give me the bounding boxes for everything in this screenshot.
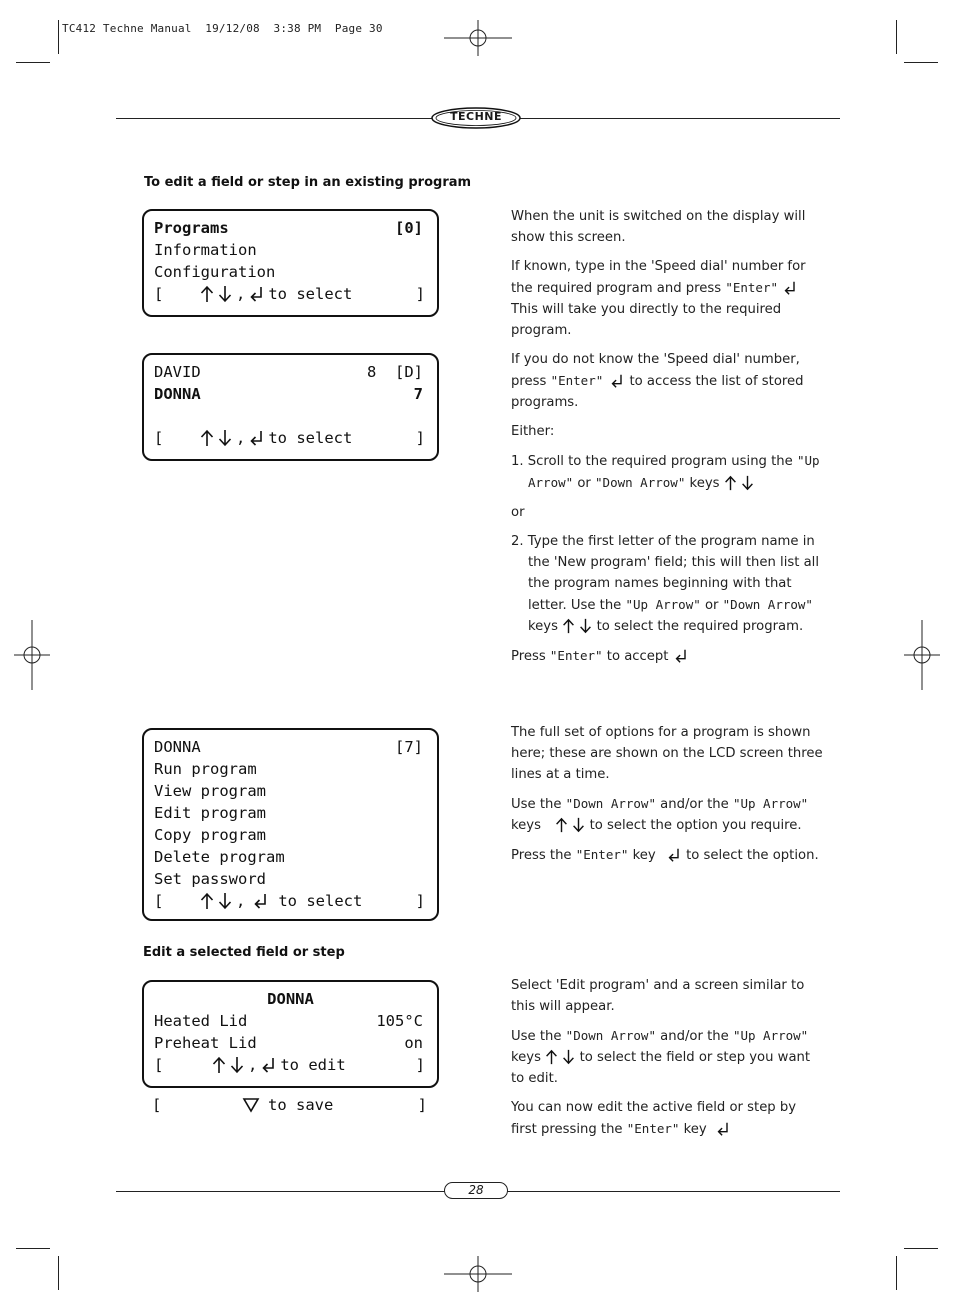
paragraph bbox=[511, 1097, 823, 1140]
text-span: to select the option you require. bbox=[585, 818, 802, 833]
down-arrow-icon bbox=[218, 429, 232, 447]
lcd-program-list-screen bbox=[142, 353, 439, 461]
text-span: and/or the bbox=[655, 1029, 733, 1044]
bracket-close: ] bbox=[417, 1096, 427, 1114]
key-name: "Enter" bbox=[550, 373, 604, 388]
key-name: "Up Arrow" bbox=[625, 597, 701, 612]
text-span: keys bbox=[528, 619, 558, 634]
text-span: Use the bbox=[511, 1029, 566, 1044]
down-arrow-icon bbox=[741, 475, 754, 491]
up-arrow-icon bbox=[724, 475, 737, 491]
text-span: key bbox=[679, 1122, 707, 1137]
lcd-line-right: 7 bbox=[413, 385, 423, 403]
up-arrow-icon bbox=[555, 817, 568, 833]
lcd-line-right: 8 [D] bbox=[367, 363, 423, 381]
registration-mark-top bbox=[444, 20, 512, 56]
text-span: 1. Scroll to the required program using the bbox=[511, 454, 797, 469]
save-hint-line bbox=[152, 1096, 427, 1116]
lcd-title: DONNA bbox=[267, 990, 314, 1008]
key-name: "Up Arrow" bbox=[732, 796, 809, 811]
select-comma: , bbox=[248, 1056, 258, 1074]
bracket-open: [ bbox=[154, 892, 164, 910]
down-arrow-icon bbox=[218, 285, 232, 303]
bracket-close: ] bbox=[415, 892, 425, 910]
bracket-close: ] bbox=[415, 1056, 425, 1074]
enter-icon bbox=[673, 648, 689, 664]
paragraph: When the unit is switched on the display will show this screen. bbox=[511, 209, 806, 245]
text-span: to accept bbox=[602, 649, 669, 664]
paragraph: Either: bbox=[511, 424, 555, 439]
down-arrow-icon bbox=[579, 618, 592, 634]
select-text: to select bbox=[268, 429, 353, 447]
key-name: "Down Arrow" bbox=[565, 796, 656, 811]
paragraph bbox=[511, 349, 823, 413]
bracket-close: ] bbox=[415, 429, 425, 447]
instructions-edit-field bbox=[511, 975, 823, 1148]
bracket-open: [ bbox=[154, 1056, 164, 1074]
paragraph bbox=[511, 1025, 823, 1089]
key-name: "Down Arrow" bbox=[595, 475, 686, 490]
enter-icon bbox=[253, 892, 268, 910]
paragraph bbox=[511, 450, 823, 494]
lcd-program-options-screen bbox=[142, 728, 439, 921]
lcd-line-right: 105°C bbox=[376, 1012, 423, 1030]
text-span: key bbox=[628, 848, 656, 863]
text-span: or bbox=[573, 476, 596, 491]
select-text: to edit bbox=[280, 1056, 346, 1074]
lcd-menu-item: Delete program bbox=[154, 848, 285, 866]
crop-mark bbox=[58, 1256, 59, 1290]
text-span: You can now edit the active field or step by first pressing the bbox=[511, 1100, 797, 1137]
paragraph bbox=[511, 256, 823, 341]
edit-hint bbox=[212, 1056, 346, 1074]
crop-mark bbox=[16, 62, 50, 63]
save-hint bbox=[242, 1096, 333, 1114]
select-comma: , bbox=[236, 892, 246, 910]
text-span: or bbox=[700, 598, 723, 613]
text-span: This will take you directly to the required program. bbox=[511, 302, 782, 338]
section-heading-edit-selected: Edit a selected field or step bbox=[143, 945, 345, 960]
text-span: If you do not know the 'Speed dial' number, press bbox=[511, 352, 800, 389]
key-name: "Down Arrow" bbox=[722, 597, 813, 612]
lcd-line: Preheat Lid bbox=[154, 1034, 257, 1052]
text-span: Use the bbox=[511, 797, 566, 812]
up-arrow-icon bbox=[562, 618, 575, 634]
down-arrow-icon bbox=[230, 1056, 244, 1074]
down-arrow-icon bbox=[562, 1049, 575, 1065]
registration-mark-right bbox=[904, 620, 940, 690]
lcd-edit-program-screen bbox=[142, 980, 439, 1088]
lcd-select-line bbox=[154, 285, 425, 305]
lcd-line: Configuration bbox=[154, 263, 276, 281]
logo-text: TECHNE bbox=[449, 110, 503, 123]
enter-icon bbox=[715, 1121, 731, 1137]
paragraph bbox=[511, 531, 823, 637]
lcd-select-line bbox=[154, 429, 425, 449]
text-span: and/or the bbox=[655, 797, 733, 812]
enter-icon bbox=[666, 847, 682, 863]
paragraph: The full set of options for a program is shown here; these are shown on the LCD screen three lines at a time. bbox=[511, 725, 823, 782]
save-text: to save bbox=[268, 1096, 334, 1114]
paragraph bbox=[511, 793, 823, 836]
text-span: to access the list of stored programs. bbox=[511, 374, 804, 410]
up-arrow-icon bbox=[545, 1049, 558, 1065]
text-span: keys bbox=[511, 1050, 541, 1065]
up-arrow-icon bbox=[212, 1056, 226, 1074]
bracket-open: [ bbox=[154, 285, 164, 303]
key-name: "Up Arrow" bbox=[732, 1028, 809, 1043]
lcd-line-right: on bbox=[404, 1034, 423, 1052]
crop-mark bbox=[58, 20, 59, 54]
section-heading-edit-existing: To edit a field or step in an existing program bbox=[144, 175, 472, 190]
text-span: to select the field or step you want to edit. bbox=[511, 1050, 811, 1086]
registration-mark-bottom bbox=[444, 1256, 512, 1292]
lcd-menu-item: Edit program bbox=[154, 804, 266, 822]
key-name: "Up Arrow" bbox=[528, 453, 820, 490]
select-hint bbox=[200, 429, 352, 447]
up-arrow-icon bbox=[200, 429, 214, 447]
lcd-select-line bbox=[154, 892, 425, 912]
lcd-line: Heated Lid bbox=[154, 1012, 248, 1030]
enter-icon bbox=[261, 1056, 276, 1074]
print-slug: TC412 Techne Manual 19/12/08 3:38 PM Page 30 bbox=[62, 22, 383, 35]
paragraph: Select 'Edit program' and a screen similar to this will appear. bbox=[511, 978, 805, 1014]
lcd-select-line bbox=[154, 1056, 425, 1076]
up-arrow-icon bbox=[200, 285, 214, 303]
enter-icon bbox=[249, 285, 264, 303]
lcd-line: Programs bbox=[154, 219, 229, 237]
text-span: keys bbox=[685, 476, 720, 491]
down-triangle-icon bbox=[242, 1097, 260, 1113]
crop-mark bbox=[896, 20, 897, 54]
select-hint bbox=[200, 892, 362, 910]
crop-mark bbox=[904, 1248, 938, 1249]
bracket-close: ] bbox=[415, 285, 425, 303]
paragraph: or bbox=[511, 505, 525, 520]
key-name: "Down Arrow" bbox=[565, 1028, 656, 1043]
lcd-menu-item: Run program bbox=[154, 760, 257, 778]
lcd-line: Information bbox=[154, 241, 257, 259]
text-span: Press bbox=[511, 649, 550, 664]
enter-icon bbox=[609, 373, 625, 389]
select-hint bbox=[200, 285, 352, 303]
text-span: If known, type in the 'Speed dial' number for the required program and press bbox=[511, 259, 806, 296]
lcd-menu-item: Set password bbox=[154, 870, 266, 888]
instructions-program-options bbox=[511, 722, 823, 874]
down-arrow-icon bbox=[572, 817, 585, 833]
key-name: "Enter" bbox=[575, 847, 629, 862]
lcd-line-right: [0] bbox=[395, 219, 423, 237]
lcd-line-right: [7] bbox=[395, 738, 423, 756]
techne-logo bbox=[431, 107, 521, 129]
page-number: 28 bbox=[444, 1182, 508, 1199]
select-text: to select bbox=[278, 892, 363, 910]
key-name: "Enter" bbox=[626, 1121, 680, 1136]
select-comma: , bbox=[236, 285, 246, 303]
key-name: "Enter" bbox=[549, 648, 603, 663]
instructions-select-program bbox=[511, 206, 823, 675]
lcd-menu-item: Copy program bbox=[154, 826, 266, 844]
registration-mark-left bbox=[14, 620, 50, 690]
select-comma: , bbox=[236, 429, 246, 447]
lcd-line: DAVID bbox=[154, 363, 201, 381]
key-name: "Enter" bbox=[725, 280, 779, 295]
lcd-programs-screen bbox=[142, 209, 439, 317]
text-span: to select the required program. bbox=[592, 619, 804, 634]
text-span: Press the bbox=[511, 848, 576, 863]
crop-mark bbox=[896, 1256, 897, 1290]
bracket-open: [ bbox=[154, 429, 164, 447]
paragraph bbox=[511, 844, 823, 866]
select-text: to select bbox=[268, 285, 353, 303]
crop-mark bbox=[904, 62, 938, 63]
enter-icon bbox=[249, 429, 264, 447]
enter-icon bbox=[782, 280, 798, 296]
crop-mark bbox=[16, 1248, 50, 1249]
down-arrow-icon bbox=[218, 892, 232, 910]
lcd-line: DONNA bbox=[154, 738, 201, 756]
up-arrow-icon bbox=[200, 892, 214, 910]
lcd-menu-item: View program bbox=[154, 782, 266, 800]
text-span: keys bbox=[511, 818, 541, 833]
paragraph bbox=[511, 645, 823, 667]
text-span: to select the option. bbox=[681, 848, 819, 863]
text-span: 2. Type the first letter of the program name in the 'New program' field; this will then list all the program names beginning with that letter. Use the bbox=[511, 534, 820, 613]
lcd-line: DONNA bbox=[154, 385, 201, 403]
bracket-open: [ bbox=[152, 1096, 162, 1114]
